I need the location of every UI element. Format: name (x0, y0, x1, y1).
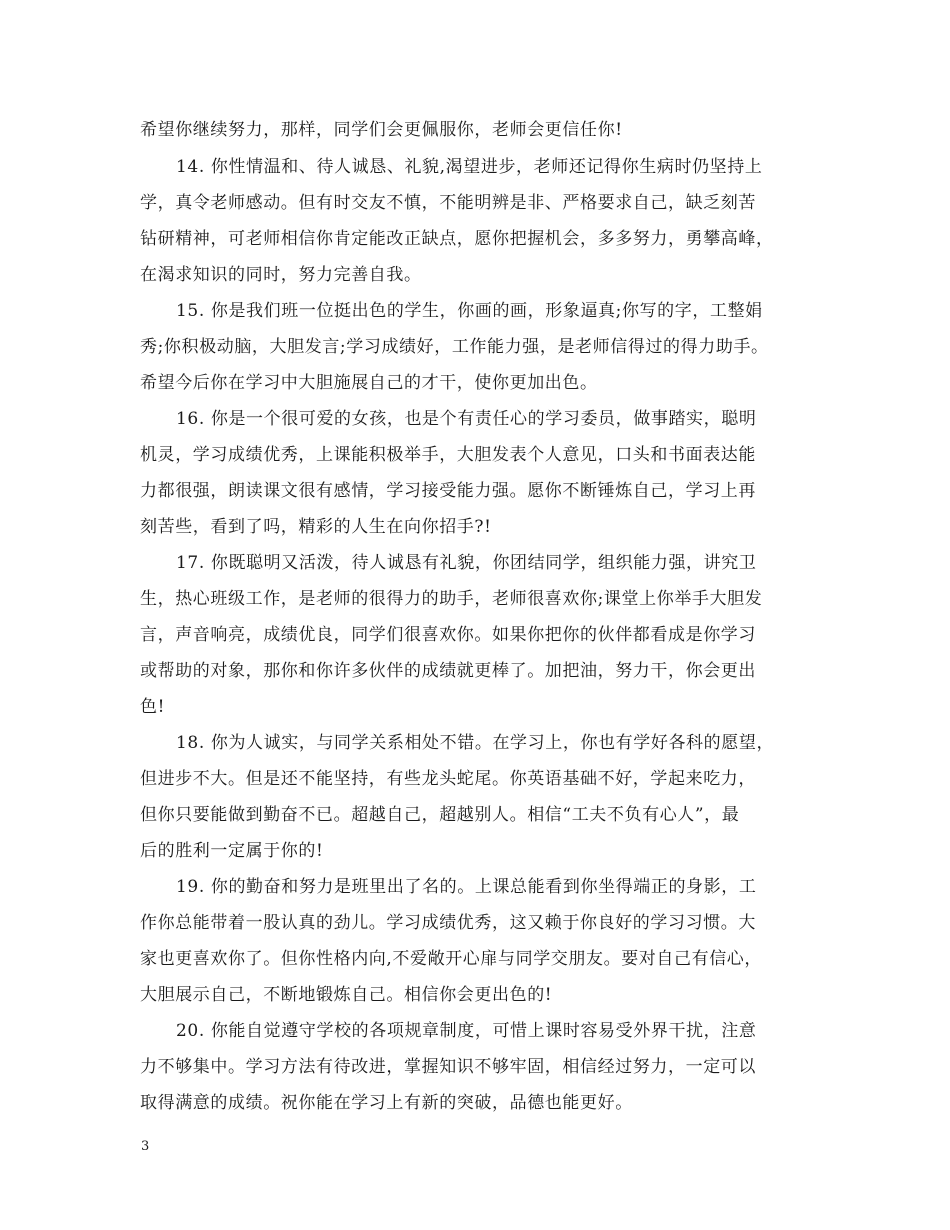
text-line: 钻研精神，可老师相信你肯定能改正缺点，愿你把握机会，多多努力，勇攀高峰， (140, 229, 774, 249)
text-line: 机灵，学习成绩优秀，上课能积极举手，大胆发表个人意见，口头和书面表达能 (140, 445, 756, 465)
text-line: 在渴求知识的同时，努力完善自我。 (140, 265, 422, 285)
text-line: 19. 你的勤奋和努力是班里出了名的。上课总能看到你坐得端正的身影，工 (176, 877, 757, 897)
text-line: 20. 你能自觉遵守学校的各项规章制度，可惜上课时容易受外界干扰，注意 (176, 1021, 757, 1041)
text-line: 大胆展示自己，不断地锻炼自己。相信你会更出色的! (140, 985, 553, 1005)
text-line: 但进步不大。但是还不能坚持，有些龙头蛇尾。你英语基础不好，学起来吃力， (140, 769, 756, 789)
text-line: 学，真令老师感动。但有时交友不慎，不能明辨是非、严格要求自己，缺乏刻苦 (140, 193, 756, 213)
text-line: 18. 你为人诚实，与同学关系相处不错。在学习上，你也有学好各科的愿望， (176, 733, 775, 753)
page-number: 3 (141, 1139, 150, 1154)
text-line: 但你只要能做到勤奋不已。超越自己，超越别人。相信“工夫不负有心人”，最 (140, 805, 740, 825)
text-line: 15. 你是我们班一位挺出色的学生，你画的画，形象逼真;你写的字，工整娟 (176, 301, 763, 321)
text-line: 色! (140, 697, 166, 717)
text-line: 作你总能带着一股认真的劲儿。学习成绩优秀，这又赖于你良好的学习习惯。大 (140, 913, 756, 933)
text-line: 言，声音响亮，成绩优良，同学们很喜欢你。如果你把你的伙伴都看成是你学习 (140, 625, 756, 645)
text-line: 17. 你既聪明又活泼，待人诚恳有礼貌，你团结同学，组织能力强，讲究卫 (176, 553, 757, 573)
text-line: 希望你继续努力，那样，同学们会更佩服你，老师会更信任你! (140, 120, 623, 140)
text-line: 希望今后你在学习中大胆施展自己的才干，使你更加出色。 (140, 373, 598, 393)
text-line: 力都很强，朗读课文很有感情，学习接受能力强。愿你不断锤炼自己，学习上再 (140, 481, 756, 501)
text-line: 家也更喜欢你了。但你性格内向,不爱敞开心扉与同学交朋友。要对自己有信心， (140, 949, 763, 969)
text-line: 14. 你性情温和、待人诚恳、礼貌,渴望进步，老师还记得你生病时仍坚持上 (176, 157, 763, 177)
text-line: 取得满意的成绩。祝你能在学习上有新的突破，品德也能更好。 (140, 1093, 633, 1113)
text-line: 16. 你是一个很可爱的女孩，也是个有责任心的学习委员，做事踏实，聪明 (176, 409, 757, 429)
text-line: 秀;你积极动脑，大胆发言;学习成绩好，工作能力强，是老师信得过的得力助手。 (140, 337, 769, 357)
text-line: 刻苦些，看到了吗，精彩的人生在向你招手?! (140, 517, 492, 537)
text-line: 生，热心班级工作，是老师的很得力的助手，老师很喜欢你;课堂上你举手大胆发 (140, 589, 763, 609)
text-line: 或帮助的对象，那你和你许多伙伴的成绩就更棒了。加把油，努力干，你会更出 (140, 661, 756, 681)
text-line: 后的胜利一定属于你的! (140, 841, 324, 861)
text-line: 力不够集中。学习方法有待改进，掌握知识不够牢固，相信经过努力，一定可以 (140, 1057, 756, 1077)
